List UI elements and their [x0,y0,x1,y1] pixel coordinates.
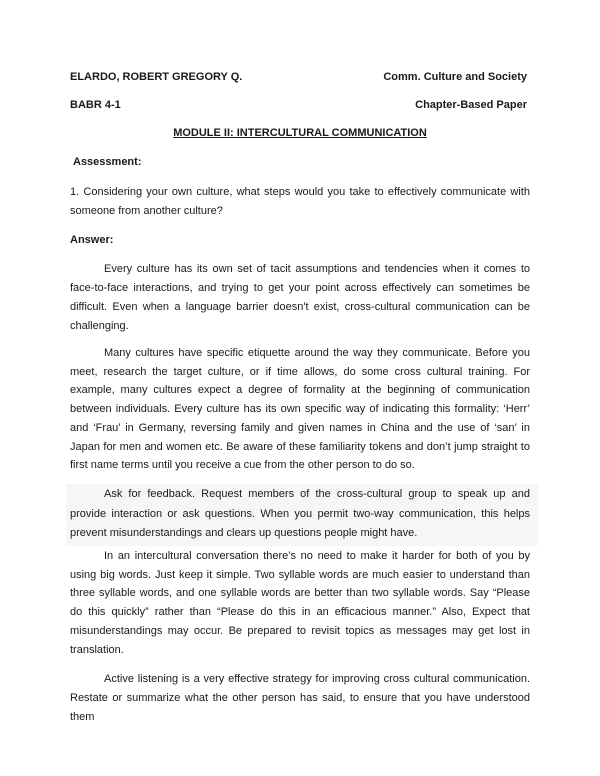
question-text: 1. Considering your own culture, what steps would you take to effectively communicate with someone from another culture? [70,186,530,217]
author-name: ELARDO, ROBERT GREGORY Q. [70,71,243,83]
answer-paragraph-1: Every culture has its own set of tacit assumptions and tendencies when it comes to face-to-face interactions, and trying to get your point across effectively can sometimes be difficult. Even when a language barrier doesn't exist, cross-cultural communication can be challenging. [70,263,530,332]
module-title: MODULE II: INTERCULTURAL COMMUNICATION [173,127,427,139]
answer-paragraph-5: Active listening is a very effective strategy for improving cross cultural communication. Restate or summarize what the other person has said, to ensure that you have understood them [70,673,530,723]
answer-paragraph-2: Many cultures have specific etiquette around the way they communicate. Before you meet, research the target culture, or if time allows, do some cross cultural training. For example, many cultures expect a degree of formality at the beginning of communication between individuals. Every culture has its own specific way of indicating this formality: ‘Herr’ and ‘Frau’ in Germany, reversing family and given names in China and the use of ‘san’ in Japan for men and women etc. Be aware of these familiarity tokens and don’t jump straight to first name terms until you receive a cue from the other person to do so. [70,347,530,472]
paper-type: Chapter-Based Paper [415,99,527,111]
section-label: BABR 4-1 [70,99,121,111]
answer-paragraph-4: In an intercultural conversation there’s no need to make it harder for both of you by using big words. Just keep it simple. Two syllable words are much easier to understand than three syllable words, and one syllable words are better than two syllable words. Say “Please do this quickly” rather than “Please do this in an efficacious manner.” Also, Expect that misunderstandings may occur. Be prepared to revisit topics as messages may get lost in translation. [70,550,530,656]
assessment-label: Assessment: [73,156,142,168]
answer-paragraph-3: Ask for feedback. Request members of the cross-cultural group to speak up and provide interaction or ask questions. When you permit two-way communication, this helps prevent misunderstandings and clears up questions people might have. [70,488,530,539]
course-title: Comm. Culture and Society [383,71,527,83]
answer-label: Answer: [70,234,114,246]
